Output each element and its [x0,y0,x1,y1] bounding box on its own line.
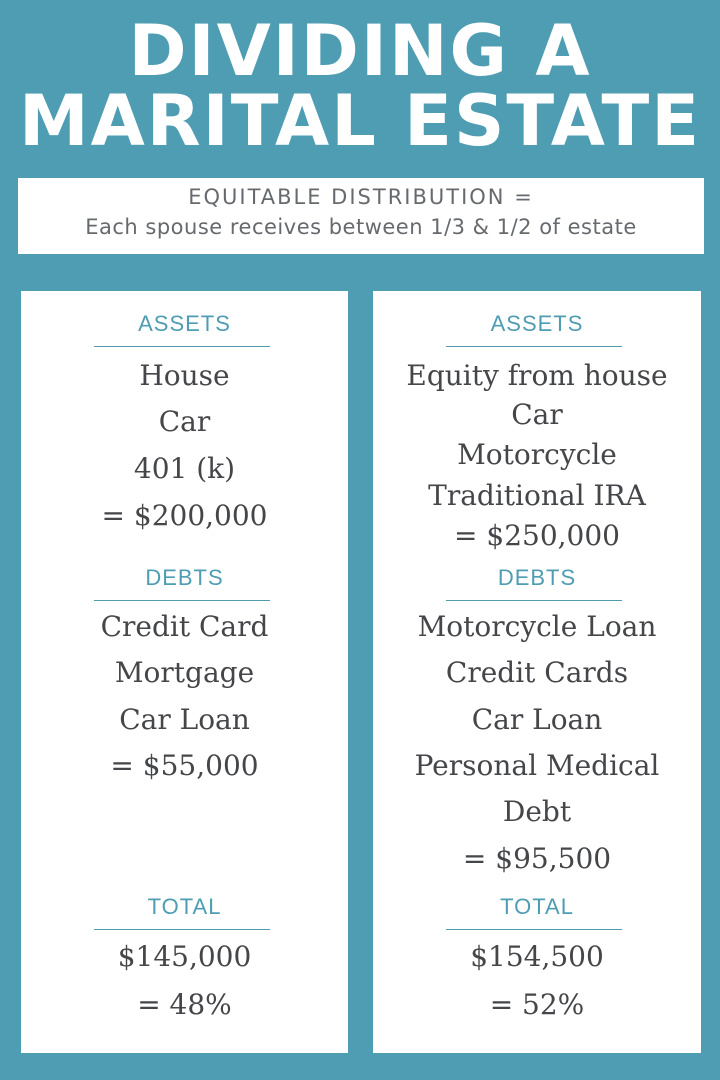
asset-item: Motorcycle [457,438,617,471]
debts-heading: DEBTS [145,565,224,590]
page-title-line-2: MARITAL ESTATE [18,80,702,162]
asset-item: Traditional IRA [428,479,646,512]
total-heading: TOTAL [147,894,222,919]
debt-item: Debt [502,795,572,828]
debt-item: Motorcycle Loan [417,610,657,643]
debt-item: Personal Medical [414,749,660,782]
spouse-2-column [373,291,701,1053]
total-value: $145,000 [117,940,252,973]
assets-total: = $200,000 [101,499,268,532]
total-percent: = 48% [137,988,232,1021]
asset-item: Car [158,405,211,438]
asset-item: 401 (k) [133,452,236,485]
debt-item: Car Loan [119,703,250,736]
asset-item: Equity from house [406,359,668,392]
debts-heading: DEBTS [497,565,577,590]
distribution-banner [18,178,704,254]
banner-description: Each spouse receives between 1/3 & 1/2 of estate [85,215,637,239]
total-value: $154,500 [470,940,604,973]
debts-total: = $55,000 [110,749,259,782]
debt-item: Credit Cards [445,656,629,689]
assets-total: = $250,000 [454,519,620,552]
total-heading: TOTAL [500,894,574,919]
debts-divider [446,600,622,601]
debt-item: Mortgage [114,656,255,689]
total-divider [446,929,622,930]
page-title-line-1: DIVIDING A [128,10,592,92]
asset-item: House [139,359,230,392]
assets-divider [446,346,622,347]
asset-item: Car [511,398,563,431]
debts-divider [94,600,270,601]
total-divider [94,929,270,930]
debt-item: Credit Card [100,610,269,643]
assets-divider [94,346,270,347]
spouse-1-column [21,291,348,1053]
debt-item: Car Loan [471,703,603,736]
assets-heading: ASSETS [490,311,584,336]
debts-total: = $95,500 [462,842,612,875]
banner-heading: EQUITABLE DISTRIBUTION = [188,185,534,209]
assets-heading: ASSETS [138,311,231,336]
total-percent: = 52% [489,988,585,1021]
